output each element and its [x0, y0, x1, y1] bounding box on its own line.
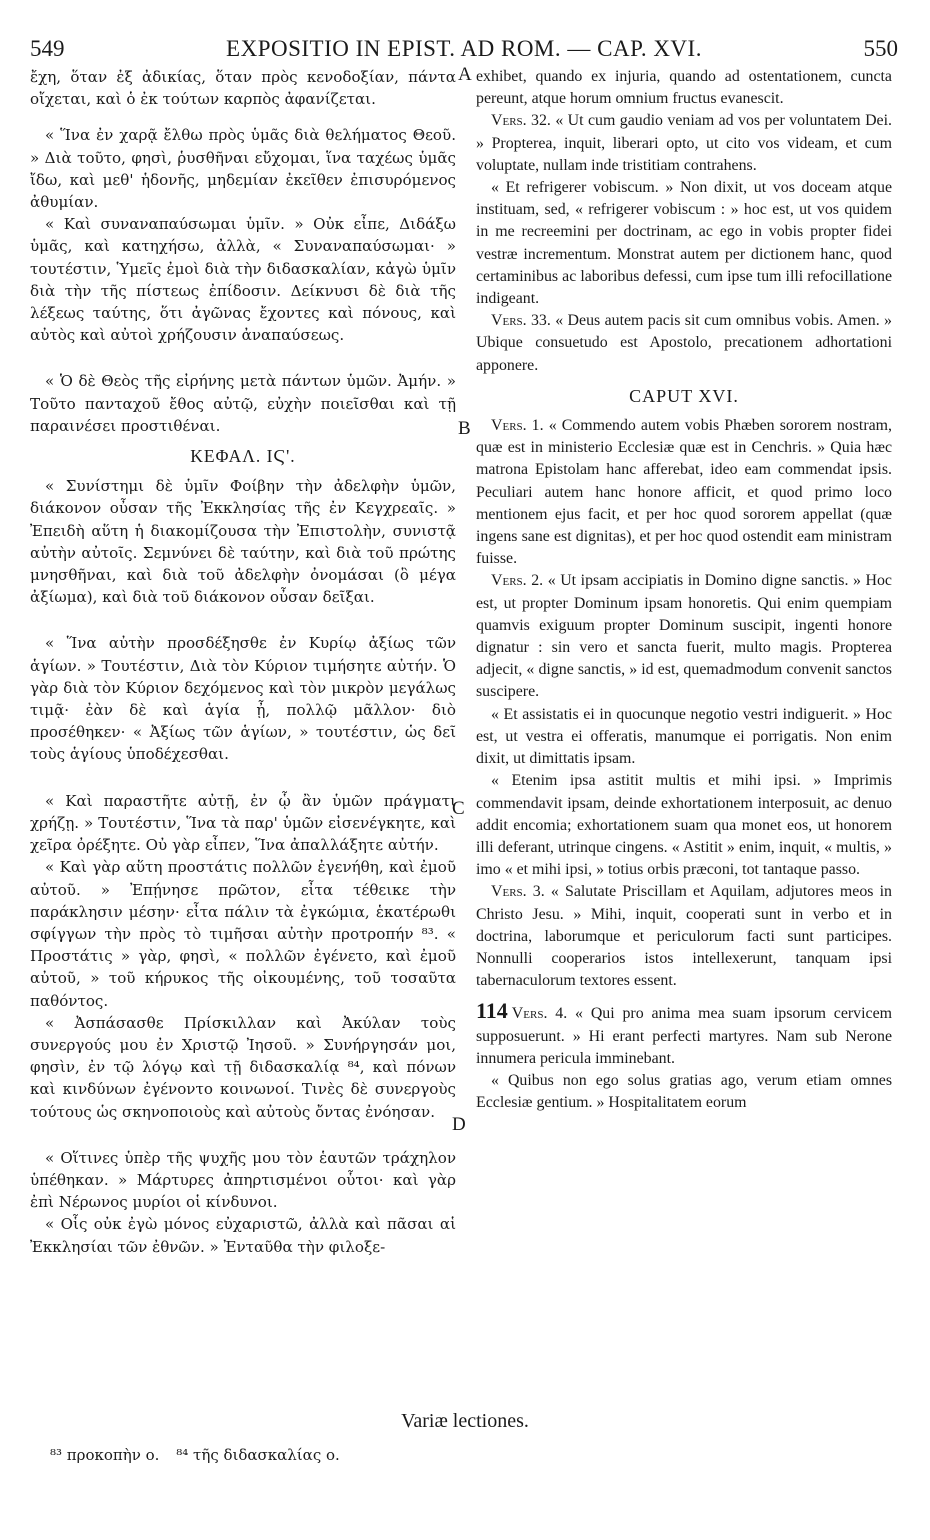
variant-note-83: ⁸³ προκοπὴν ο. [50, 1446, 160, 1464]
latin-chapter-heading: CAPUT XVI. [629, 385, 739, 406]
latin-paragraph: exhibet, quando ex injuria, quando ad ostentationem, cuncta pereunt, atque horum omnium fructus evanescit. [476, 68, 892, 108]
latin-paragraph: « Et assistatis ei in quocunque negotio vestri indiguerit. » Hoc est, ut vestra ei offeratis, manumque ei porrigatis. Non enim dixit, ut dimittatis ipsam. [476, 705, 892, 768]
latin-paragraph [476, 310, 892, 377]
latin-text: « Deus autem pacis sit cum omnibus vobis. Amen. » Ubique consuetudo est Apostolo, precationem adhortationi apponere. [476, 312, 892, 374]
margin-letter-a: A [458, 64, 472, 85]
greek-paragraph: « Ὁ δὲ Θεὸς τῆς εἰρήνης μετὰ πάντων ὑμῶν. Ἀμήν. » Τοῦτο πανταχοῦ ἔθος αὐτῷ, εὐχὴν ποιεῖσθαι καὶ τῇ παραινέσει προστιθέναι. [30, 372, 456, 435]
latin-paragraph [476, 415, 892, 570]
latin-text: « Ut cum gaudio veniam ad vos per voluntatem Dei. » Propterea, inquit, liberari opto, ut cito vos videam, et cum voluptate, nullam inde tristitiam contrahens. [476, 112, 892, 174]
variae-lectiones-title: Variæ lectiones. [401, 1410, 529, 1432]
margin-letter-c: C [452, 798, 465, 819]
greek-paragraph: « Ἵνα αὐτὴν προσδέξησθε ἐν Κυρίῳ ἀξίως τῶν ἁγίων. » Τουτέστιν, Διὰ τὸν Κύριον τιμήσητε αὐτήν. Ὁ γὰρ διὰ τὸν Κύριον δεχόμενος καὶ τὸν μικρὸν μεγάλως τιμᾷ· ἐὰν δὲ καὶ ἁγία ᾖ, πολλῷ μᾶλλον· διὸ προσέθηκεν· « Ἀξίως τῶν ἁγίων, » τουτέστιν, ὡς δεῖ τοὺς ἁγίους ὑποδέχεσθαι. [30, 634, 456, 764]
latin-paragraph: « Etenim ipsa astitit multis et mihi ipsi. » Imprimis commendavit ipsam, deinde exhortationem interposuit, ac denuo addit encomia; exhortationem suam qua monet eos, ut honorem illi deferant, utrinque cingens. « Astitit » enim, inquit, « multis, » imo « et mihi ipsi, » totius orbis præconi, tot tantaque passo. [476, 772, 892, 879]
greek-column [30, 66, 456, 1400]
running-title: EXPOSITIO IN EPIST. AD ROM. — CAP. XVI. [226, 36, 702, 61]
latin-column [476, 66, 892, 1400]
greek-paragraph: « Συνίστημι δὲ ὑμῖν Φοίβην τὴν ἀδελφὴν ὑμῶν, διάκονον οὖσαν τῆς Ἐκκλησίας τῆς ἐν Κεγχρεαῖς. » Ἐπειδὴ αὕτη ἡ διακομίζουσα τὴν Ἐπιστολὴν, συνιστᾷ αὐτὴν αὐτοῖς. Σεμνύνει δὲ ταύτην, καὶ διὰ τοῦ πρώτης μνησθῆναι, καὶ διὰ τοῦ ἀδελφὴν ὀνομάσαι (ὃ μέγα ἀξίωμα), καὶ διὰ τοῦ διάκονον οὖσαν δεῖξαι. [30, 477, 456, 607]
latin-text: « Commendo autem vobis Phæben sororem nostram, quæ est in ministerio Ecclesiæ quæ est in Cenchris. » Quia hæc matrona Epistolam hanc afferebat, ideo eam commendat ipsis. Peculiari autem hanc honore afficit, et quod primo loco mentionem ejus facit, et per hoc quod sororem appellat (quæ ingens sane est dignitas), et per hoc quod ostendit eam ministram fuisse. [476, 417, 892, 568]
greek-paragraph: « Καὶ παραστῆτε αὐτῇ, ἐν ᾧ ἂν ὑμῶν πράγματι χρήζῃ. » Τουτέστιν, Ἵνα τὰ παρ' ὑμῶν εἰσενέγκητε, καὶ χεῖρα ὀρέξητε. Οὐ γὰρ εἶπεν, Ἵνα ἀπαλλάξητε αὐτήν. [30, 791, 456, 855]
verse-label: Vers. 32. [491, 112, 551, 130]
verse-label: Vers. 33. [491, 312, 551, 330]
margin-letter-d: D [452, 1114, 466, 1135]
variant-note-84: ⁸⁴ τῆς διδασκαλίας ο. [176, 1446, 340, 1464]
latin-text: « Salutate Priscillam et Aquilam, adjutores meos in Christo Jesu. » Mihi, inquit, cooperati sunt in verbo et in doctrina, laborumque et periculorum facti sunt participes. Nonnulli cooperarios istos intellexerunt, tanquam ipsi tabernaculorum textores essent. [476, 883, 892, 990]
latin-text: « Qui pro anima mea suam ipsorum cervicem supposuerunt. » Hi erant perfecti martyres. Nam sub Nerone innumera pericula imminebant. [476, 1005, 892, 1067]
margin-letter-b: B [458, 418, 471, 439]
variant-notes [50, 1446, 850, 1464]
greek-paragraph: « Ἵνα ἐν χαρᾷ ἔλθω πρὸς ὑμᾶς διὰ θελήματος Θεοῦ. » Διὰ τοῦτο, φησὶ, ῥυσθῆναι εὔχομαι, ἵνα ταχέως ὑμᾶς ἴδω, καὶ μεθ' ἡδονῆς, μηδεμίαν ἐκεῖθεν ἐπισυρόμενος ἀθυμίαν. [30, 126, 456, 212]
latin-paragraph: « Quibus non ego solus gratias ago, verum etiam omnes Ecclesiæ gentium. » Hospitalitatem eorum [476, 1071, 892, 1112]
running-header [30, 36, 898, 66]
greek-paragraph: « Ἀσπάσασθε Πρίσκιλλαν καὶ Ἀκύλαν τοὺς συνεργούς μου ἐν Χριστῷ Ἰησοῦ. » Συνήργησάν μοι, φησὶν, ἐν τῷ λόγῳ καὶ τῇ διδασκαλίᾳ ⁸⁴, καὶ πόνων καὶ κινδύνων ἐγένοντο κοινωνοί. Τινὲς δὲ συνεργοὺς τούτους ὡς σκηνοποιοὺς καὶ αὐτοὺς ὄντας ἐνόησαν. [30, 1013, 456, 1121]
latin-paragraph [476, 1000, 892, 1070]
verse-label: Vers. 4. [511, 1005, 568, 1023]
latin-paragraph [476, 881, 892, 992]
greek-paragraph: ἔχη, ὅταν ἐξ ἀδικίας, ὅταν πρὸς κενοδοξίαν, πάντα οἴχεται, καὶ ὁ ἐκ τούτων καρπὸς ἀφανίζεται. [30, 68, 456, 109]
greek-paragraph: « Καὶ γὰρ αὕτη προστάτις πολλῶν ἐγενήθη, καὶ ἐμοῦ αὐτοῦ. » Ἐπῄνησε πρῶτον, εἶτα τέθεικε τὴν παράκλησιν μέσην· εἶτα πάλιν τὰ ἐγκώμια, ἑκατέρωθι σφίγγων τὴν πρὸς τὸ τιμῆσαι αὐτὴν προτροπήν ⁸³. « Προστάτις » γὰρ, φησὶ, « πολλῶν ἐγένετο, καὶ ἐμοῦ αὐτοῦ, » τοῦ κήρυκος τῆς οἰκουμένης, τοῦ τοσαῦτα παθόντος. [30, 858, 456, 1010]
column-number: 114 [476, 998, 508, 1024]
latin-text: « Ut ipsam accipiatis in Domino digne sanctis. » Hoc est, ut propter Dominum ipsam honoretis. Qui enim quempiam quamvis exiguum propter Dominum suscipit, ingenti honore dignatur : sin vero et sancta fuerit, multo magis. Propterea adjecit, « digne sanctis, » id est, quemadmodum convenit sanctos suscipere. [476, 572, 892, 701]
greek-paragraph: « Καὶ συναναπαύσωμαι ὑμῖν. » Οὐκ εἶπε, Διδάξω ὑμᾶς, καὶ κατηχήσω, ἀλλὰ, « Συναναπαύσωμαι· » τουτέστιν, Ὑμεῖς ἐμοὶ διὰ τὴν διδασκαλίαν, κἀγὼ ὑμῖν διὰ τὴν τῆς πίστεως ἐπίδοσιν. Δείκνυσι δὲ διὰ τῆς λέξεως ταύτης, ὅτι ἀγῶνας ἔχοντες καὶ πόνους, καὶ αὐτὸς καὶ αὐτοὶ χρήζουσιν ἀναπαύσεως. [30, 215, 456, 345]
verse-label: Vers. 3. [491, 883, 545, 901]
page-number-right: 550 [863, 36, 898, 61]
verse-label: Vers. 2. [491, 572, 544, 590]
page-number-left: 549 [30, 36, 65, 61]
verse-label: Vers. 1. [491, 417, 544, 435]
latin-paragraph: « Et refrigerer vobiscum. » Non dixit, ut vos doceam atque instituam, sed, « refrigerer vobiscum : » hoc est, ut vos quidem in me recreemini per doctrinam, ac ego in vobis propter fidei vestræ incrementum. Monstrat autem per dictionem hanc, quod certaminibus ac laboribus defessi, cum ipse tum illi refocillatione indigeant. [476, 179, 892, 308]
greek-paragraph: « Οἷς οὐκ ἐγὼ μόνος εὐχαριστῶ, ἀλλὰ καὶ πᾶσαι αἱ Ἐκκλησίαι τῶν ἐθνῶν. » Ἐνταῦθα τὴν φιλοξε- [30, 1215, 456, 1256]
latin-paragraph [476, 570, 892, 703]
greek-chapter-heading: ΚΕΦΑΛ. ΙϚ'. [190, 446, 296, 467]
greek-paragraph: « Οἵτινες ὑπὲρ τῆς ψυχῆς μου τὸν ἑαυτῶν τράχηλον ὑπέθηκαν. » Μάρτυρες ἀπηρτισμένοι οὗτοι· καὶ γὰρ ἐπὶ Νέρωνος μυρίοι οἱ κίνδυνοι. [30, 1148, 456, 1212]
latin-paragraph [476, 110, 892, 177]
